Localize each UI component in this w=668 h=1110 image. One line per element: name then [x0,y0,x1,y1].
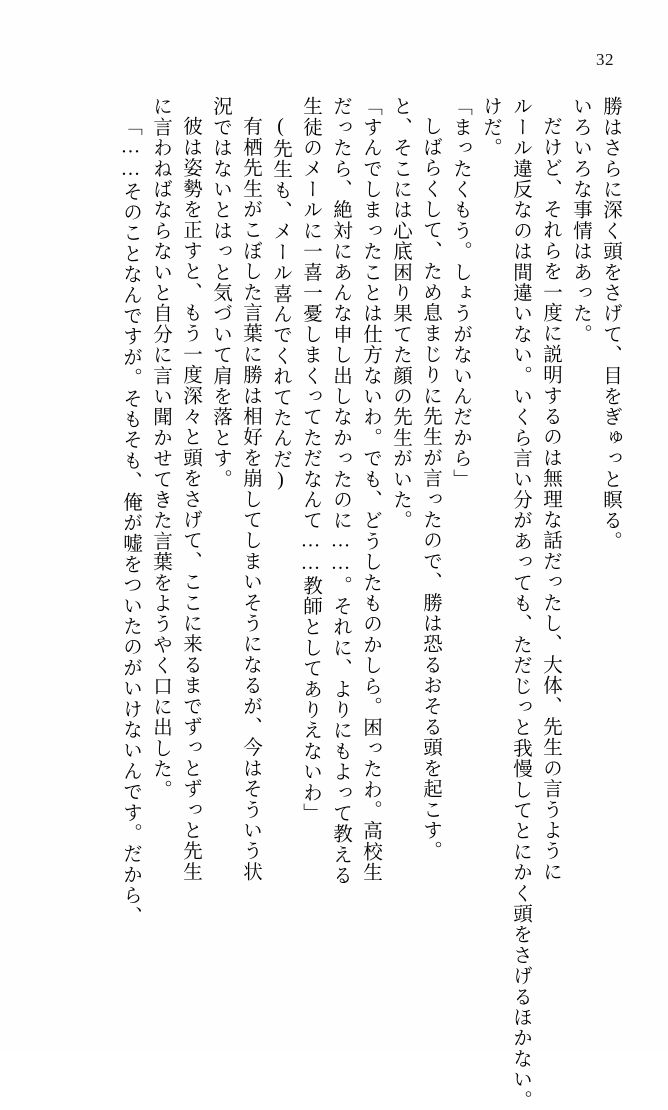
text-line: 生徒のメールに一喜一憂しまくってただなんて……教師としてありえないわ」 [300,96,321,824]
text-line: 「すんでしまったことは仕方ないわ。でも、どうしたものかしら。困ったわ。高校生 [360,96,381,883]
text-line: 況ではないとはっと気づいて肩を落とす。 [210,96,231,490]
text-line: いろいろな事情はあった。 [570,96,591,345]
text-line: ルール違反なのは間違いない。いくら言い分があっても、ただじっと我慢してとにかく頭をさげるほかない。 [510,96,531,1110]
text-line: と、そこには心底困り果てた顔の先生がいた。 [390,96,411,531]
vertical-text-body [36,96,621,1110]
text-line: 「……そのことなんですが。そもそも、俺が嘘をついたのがいけないんです。だから、 [120,116,141,927]
text-line: 彼は姿勢を正すと、もう一度深々と頭をさげて、ここに来るまでずっとずっと先生 [180,116,201,882]
text-line: (先生も、メール喜んでくれてたんだ) [270,116,291,492]
text-line: しばらくして、ため息まじりに先生が言ったので、勝は恐るおそる頭を起こす。 [420,116,441,862]
text-line: だけど、それらを一度に説明するのは無理な話だったし、大体、先生の言うように [540,116,561,882]
text-line: けだ。 [480,96,501,159]
text-line: 勝はさらに深く頭をさげて、目をぎゅっと瞑る。 [600,96,621,552]
text-line: に言わねばならないと自分に言い聞かせてきた言葉をようやく口に出した。 [150,96,171,800]
text-line: だったら、絶対にあんな申し出しなかったのに……。それに、よりにもよって教える [330,96,351,886]
text-line: 有栖先生がこぼした言葉に勝は相好を崩してしまいそうになるが、今はそういう状 [240,116,261,882]
text-line: 「まったくもう。しょうがないんだから」 [450,96,471,490]
page-number: 32 [596,50,614,69]
